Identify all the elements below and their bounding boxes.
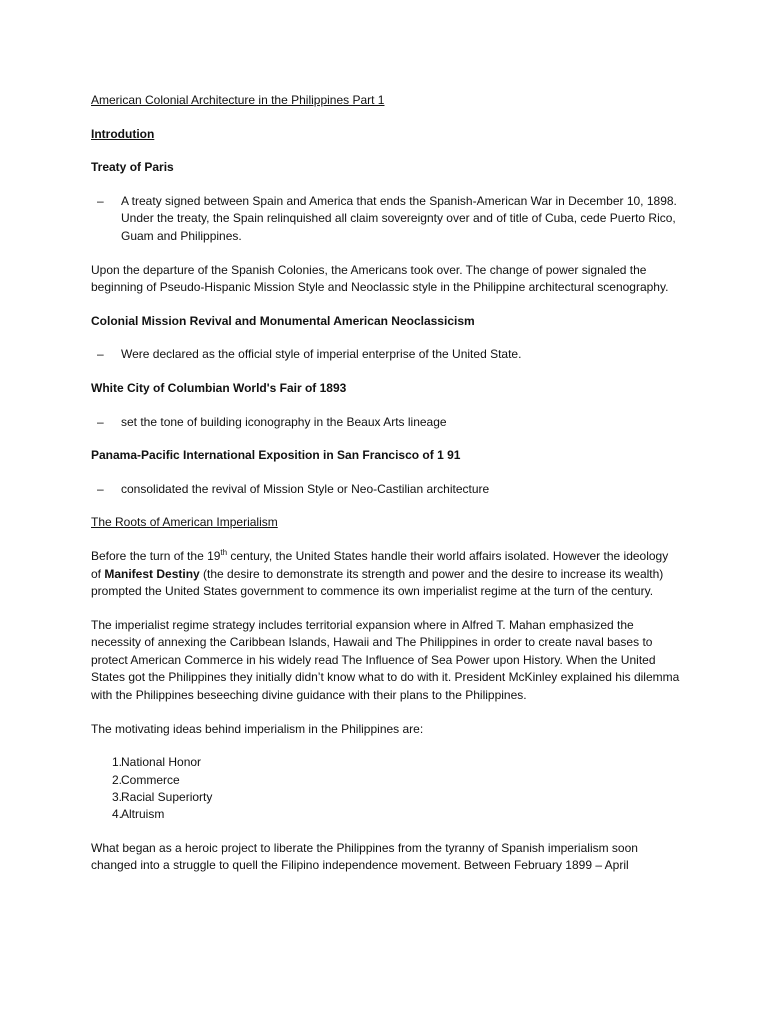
mission-heading: Colonial Mission Revival and Monumental American Neoclassicism (91, 313, 475, 328)
list-item (91, 806, 681, 823)
white-city-bullet-text: set the tone of building iconography in the Beaux Arts lineage (121, 414, 447, 429)
manifest-destiny-term: Manifest Destiny (104, 566, 200, 581)
roots-paragraph (91, 548, 681, 601)
list-item (91, 772, 681, 789)
list-number: 3. (112, 790, 123, 805)
list-item (91, 754, 681, 771)
roots-text-c: (the desire to demonstrate its strength and power and the desire to increase its wealth) prompted the United States government to commence its own imperialist regime at the turn of the century. (91, 566, 664, 599)
list-number: 2. (112, 772, 123, 787)
list-number: 1. (112, 755, 123, 770)
mission-bullet-text: Were declared as the official style of imperial enterprise of the United State. (121, 347, 522, 362)
document-page (91, 92, 681, 891)
list-item (91, 789, 681, 806)
dash-bullet-icon: – (97, 414, 104, 429)
white-city-bullet (91, 414, 681, 432)
roots-heading: The Roots of American Imperialism (91, 515, 278, 530)
introduction-heading: Introdution (91, 126, 155, 141)
panama-bullet (91, 481, 681, 499)
list-item-text: National Honor (121, 755, 202, 770)
list-item-text: Commerce (121, 772, 180, 787)
document-title: American Colonial Architecture in the Philippines Part 1 (91, 93, 385, 107)
dash-bullet-icon: – (97, 481, 104, 496)
roots-text-b: century, the United States handle their world affairs isolated. However the ideology of (91, 548, 669, 581)
dash-bullet-icon: – (97, 347, 104, 362)
panama-heading: Panama-Pacific International Exposition in San Francisco of 1 91 (91, 448, 461, 463)
list-item-text: Racial Superiorty (121, 790, 213, 805)
treaty-bullet-text: A treaty signed between Spain and America that ends the Spanish-American War in December 10, 1898. Under the treaty, the Spain relinquished all claim sovereignty over and of title of Cuba, cede Puerto Rico, Guam and Philippines. (121, 193, 677, 243)
panama-bullet-text: consolidated the revival of Mission Style or Neo-Castilian architecture (121, 481, 490, 496)
roots-superscript: th (220, 547, 228, 557)
treaty-heading: Treaty of Paris (91, 160, 174, 175)
list-item-text: Altruism (121, 807, 165, 822)
departure-paragraph: Upon the departure of the Spanish Colonies, the Americans took over. The change of power signaled the beginning of Pseudo-Hispanic Mission Style and Neoclassic style in the Philippine architectural scenography. (91, 262, 669, 295)
motivating-intro: The motivating ideas behind imperialism in the Philippines are: (91, 721, 424, 736)
list-number: 4. (112, 807, 123, 822)
closing-paragraph: What began as a heroic project to liberate the Philippines from the tyranny of Spanish imperialism soon changed into a struggle to quell the Filipino independence movement. Between February 1899 – April (91, 840, 638, 873)
white-city-heading: White City of Columbian World's Fair of 1893 (91, 380, 347, 395)
motivations-list (91, 754, 681, 824)
roots-text-a: Before the turn of the 19 (91, 548, 221, 563)
mission-bullet (91, 346, 681, 364)
dash-bullet-icon: – (97, 193, 104, 208)
regime-paragraph: The imperialist regime strategy includes territorial expansion where in Alfred T. Mahan emphasized the necessity of annexing the Caribbean Islands, Hawaii and The Philippines in order to create naval bases to protect American Commerce in his widely read The Influence of Sea Power upon History. When the United States got the Philippines they initially didn’t know what to do with it. President McKinley explained his dilemma with the Philippines beseeching divine guidance with their plans to the Philippines. (91, 617, 680, 703)
treaty-bullet (91, 193, 681, 246)
